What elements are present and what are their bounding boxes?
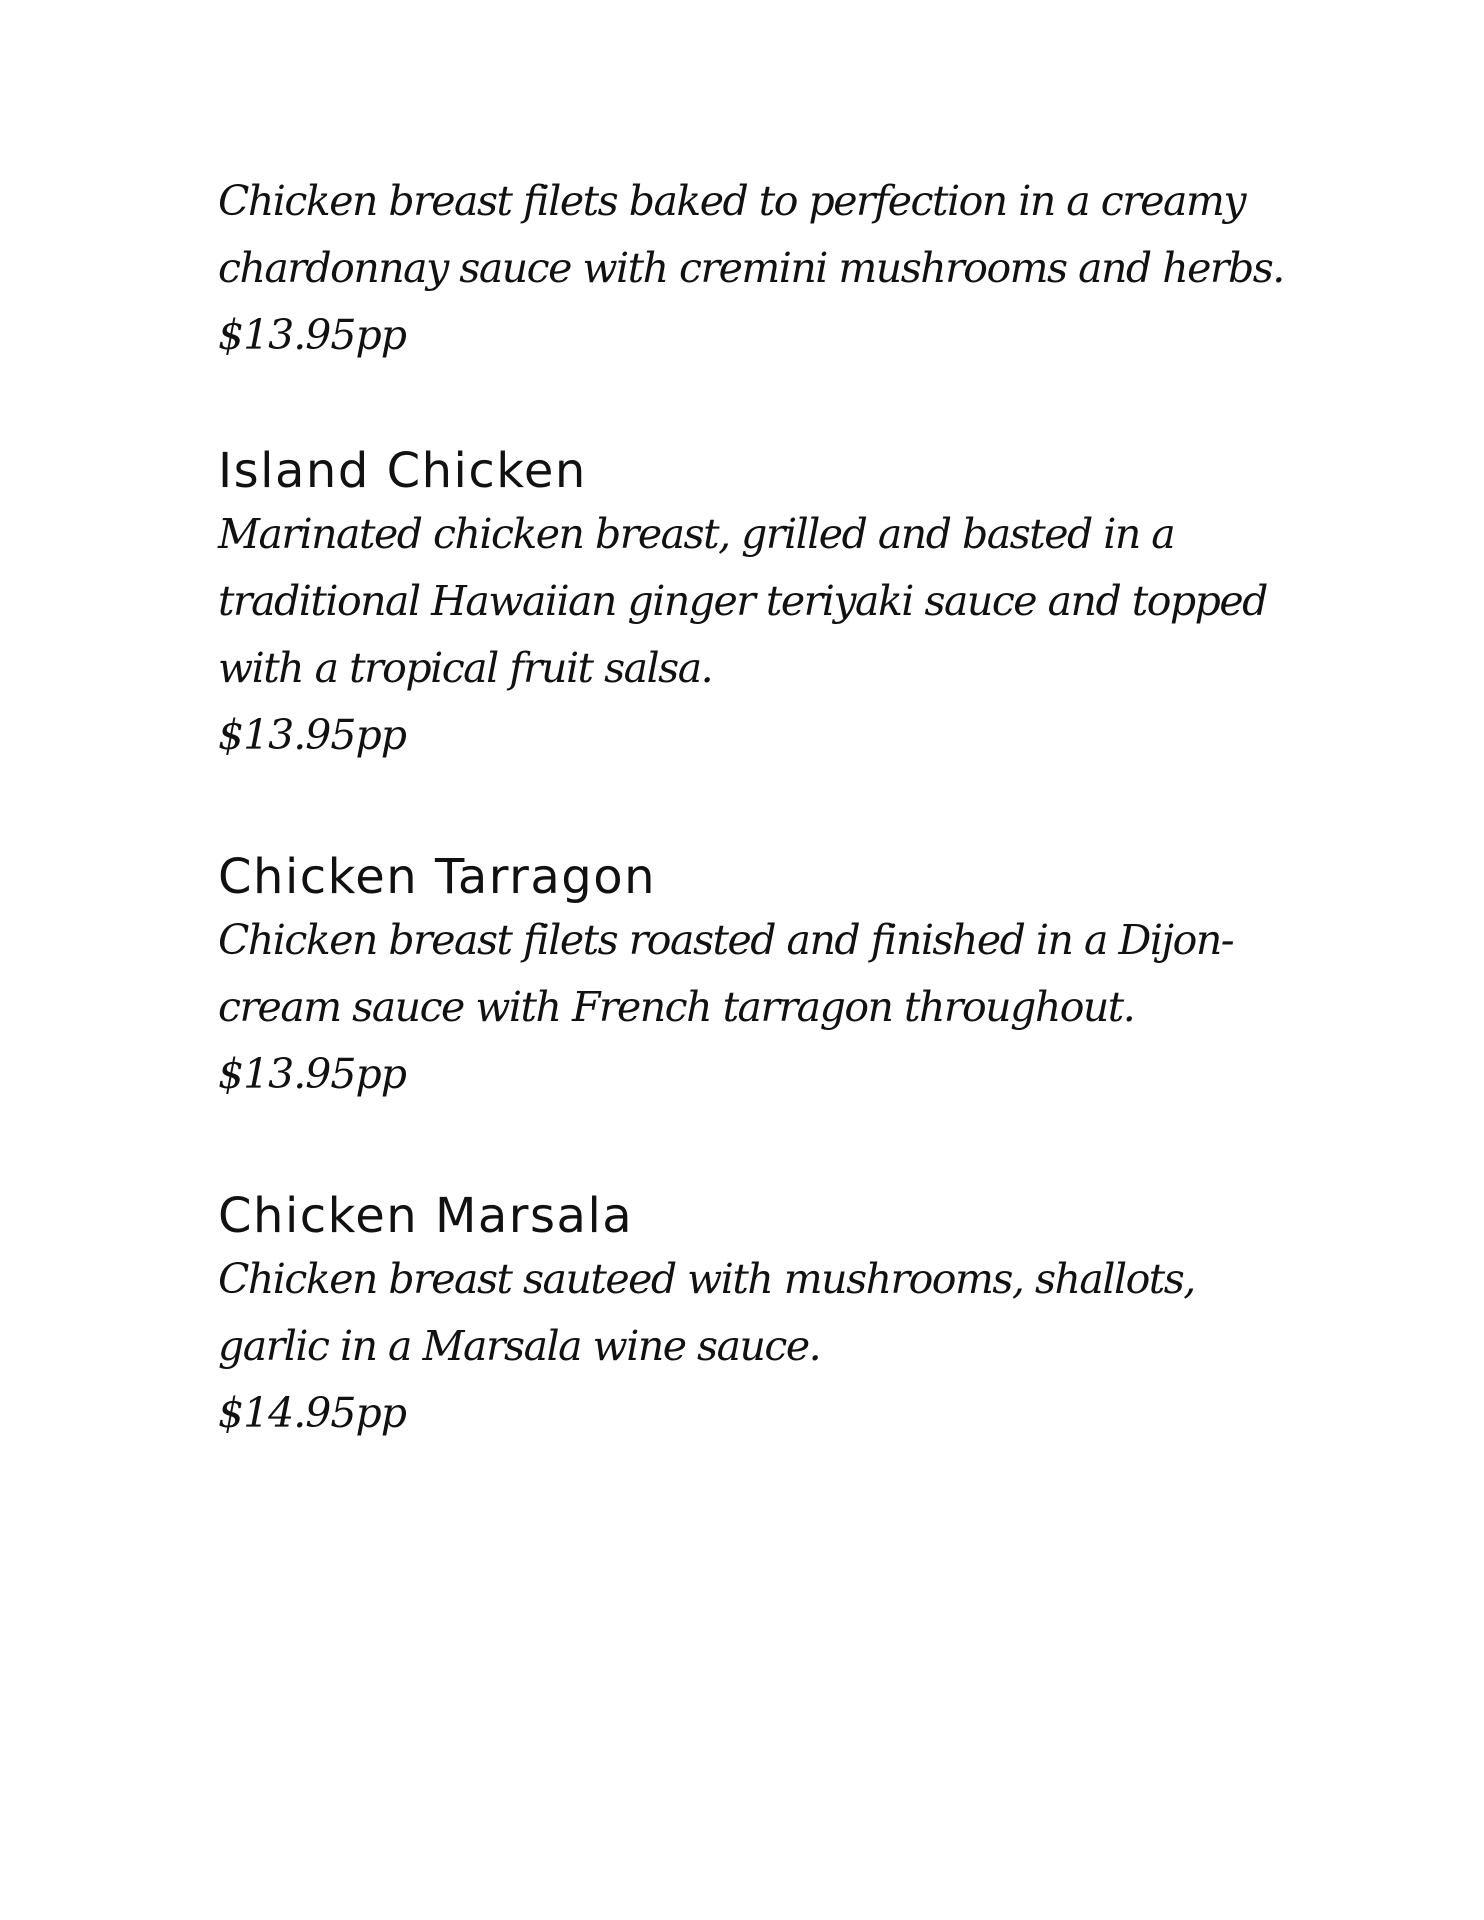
item-description-line: Marinated chicken breast, grilled and basted in a [218, 510, 1175, 558]
item-description-line: with a tropical fruit salsa. [218, 644, 713, 692]
item-description-line: Chicken breast sauteed with mushrooms, shallots, [218, 1255, 1195, 1303]
item-description-line: Chicken breast filets roasted and finished in a Dijon- [218, 916, 1234, 964]
item-title: Chicken Tarragon [218, 849, 657, 905]
item-title: Chicken Marsala [218, 1188, 634, 1244]
menu-item-chicken-tarragon [218, 847, 1298, 1108]
item-price: $13.95pp [218, 711, 406, 759]
item-description-line: chardonnay sauce with cremini mushrooms and herbs. [218, 244, 1284, 292]
item-description-line: cream sauce with French tarragon throughout. [218, 983, 1135, 1031]
item-price: $13.95pp [218, 311, 406, 359]
item-description-line: Chicken breast filets baked to perfection in a creamy [218, 177, 1246, 225]
item-description-line: garlic in a Marsala wine sauce. [218, 1322, 821, 1370]
menu-item-island-chicken [218, 441, 1298, 769]
item-price: $13.95pp [218, 1050, 406, 1098]
item-price: $14.95pp [218, 1389, 406, 1437]
menu-content [218, 168, 1298, 1447]
item-description-line: traditional Hawaiian ginger teriyaki sauce and topped [218, 577, 1267, 625]
item-title: Island Chicken [218, 443, 587, 499]
menu-item-chardonnay-chicken [218, 168, 1298, 369]
menu-item-chicken-marsala [218, 1186, 1298, 1447]
